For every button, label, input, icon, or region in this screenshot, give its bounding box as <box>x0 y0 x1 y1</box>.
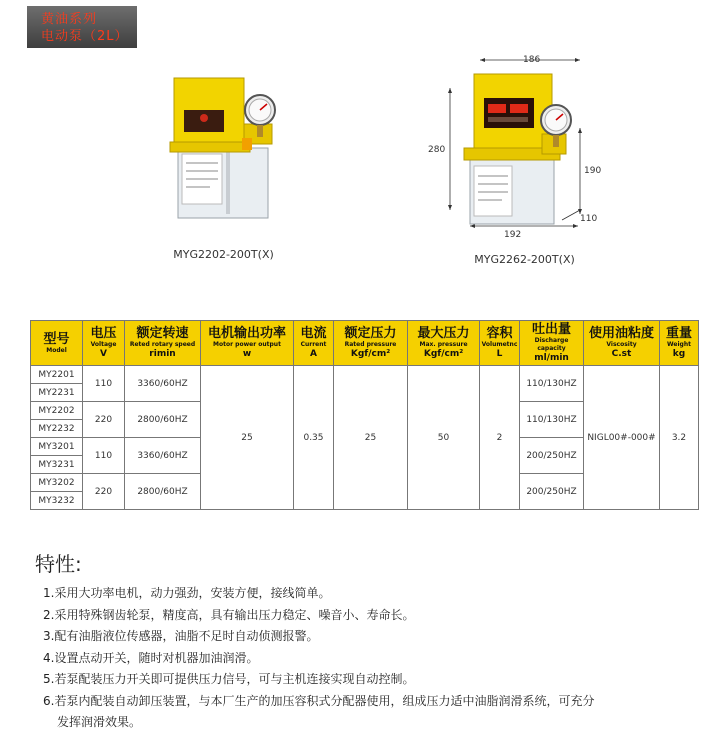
table-row <box>31 366 699 384</box>
discharge-cell: 200/250HZ <box>520 474 584 510</box>
banner-series-label: 黄油系列 <box>41 12 98 27</box>
dim-width-top: 186 <box>523 55 541 65</box>
series-banner <box>27 6 137 48</box>
product-caption-left: MYG2202-200T(X) <box>173 248 274 261</box>
features-title: 特性: <box>35 552 82 576</box>
table-header-row <box>31 321 699 366</box>
feature-item: 6.若泵内配装自动卸压装置，与本厂生产的加压容积式分配器使用，组成压力适中油脂润滑系统，可充分 <box>43 693 595 708</box>
feature-item: 4.设置点动开关，随时对机器加油润滑。 <box>43 650 259 665</box>
model-cell: MY2201 <box>31 366 83 384</box>
volume-cell: 2 <box>480 366 520 510</box>
speed-cell: 3360/60HZ <box>125 366 201 402</box>
discharge-cell: 110/130HZ <box>520 402 584 438</box>
header-voltage: 电压 Voltage V <box>83 321 125 366</box>
header-speed: 额定转速 Reted rotary speed rimin <box>125 321 201 366</box>
dim-width-bottom: 192 <box>504 230 522 240</box>
product-caption-right: MYG2262-200T(X) <box>474 253 575 266</box>
banner-product-label: 电动泵（2L） <box>41 29 129 44</box>
weight-cell: 3.2 <box>660 366 699 510</box>
feature-item: 3.配有油脂液位传感器，油脂不足时自动侦测报警。 <box>43 629 319 643</box>
feature-item: 2.采用特殊钢齿轮泵，精度高，具有输出压力稳定、噪音小、寿命长。 <box>43 607 415 622</box>
dim-height-tank: 190 <box>584 166 602 176</box>
feature-item-continuation: 发挥润滑效果。 <box>57 715 142 729</box>
discharge-cell: 200/250HZ <box>520 438 584 474</box>
model-cell: MY3201 <box>31 438 83 456</box>
motor-power-cell: 25 <box>201 366 294 510</box>
voltage-cell: 220 <box>83 474 125 510</box>
header-current: 电流 Current A <box>294 321 334 366</box>
max-pressure-cell: 50 <box>408 366 480 510</box>
speed-cell: 3360/60HZ <box>125 438 201 474</box>
feature-item: 5.若泵配装压力开关即可提供压力信号，可与主机连接实现自动控制。 <box>43 672 415 686</box>
current-cell: 0.35 <box>294 366 334 510</box>
spec-table <box>30 320 699 510</box>
features-list <box>43 583 715 734</box>
speed-cell: 2800/60HZ <box>125 402 201 438</box>
pump-image-left <box>160 68 290 228</box>
voltage-cell: 110 <box>83 366 125 402</box>
viscosity-cell: NIGL00#-000# <box>584 366 660 510</box>
model-cell: MY3202 <box>31 474 83 492</box>
header-weight: 重量 Weight kg <box>660 321 699 366</box>
header-max-pressure: 最大压力 Max. pressure Kgf/cm² <box>408 321 480 366</box>
header-rated-pressure: 额定压力 Rated pressure Kgf/cm² <box>334 321 408 366</box>
header-motor-power: 电机输出功率 Motor power output w <box>201 321 294 366</box>
speed-cell: 2800/60HZ <box>125 474 201 510</box>
dim-depth: 110 <box>580 214 598 224</box>
voltage-cell: 110 <box>83 438 125 474</box>
header-discharge: 吐出量 Discharge capacity ml/min <box>520 321 584 366</box>
discharge-cell: 110/130HZ <box>520 366 584 402</box>
header-model: 型号 Model <box>31 321 83 366</box>
model-cell: MY3231 <box>31 456 83 474</box>
voltage-cell: 220 <box>83 402 125 438</box>
model-cell: MY2202 <box>31 402 83 420</box>
dim-height-total: 280 <box>428 145 446 155</box>
feature-item: 1.采用大功率电机，动力强劲，安装方便，接线简单。 <box>43 586 331 600</box>
model-cell: MY2232 <box>31 420 83 438</box>
header-viscosity: 使用油粘度 Viscosity C.st <box>584 321 660 366</box>
rated-pressure-cell: 25 <box>334 366 408 510</box>
model-cell: MY3232 <box>31 492 83 510</box>
model-cell: MY2231 <box>31 384 83 402</box>
header-volume: 容积 Volumetnc L <box>480 321 520 366</box>
